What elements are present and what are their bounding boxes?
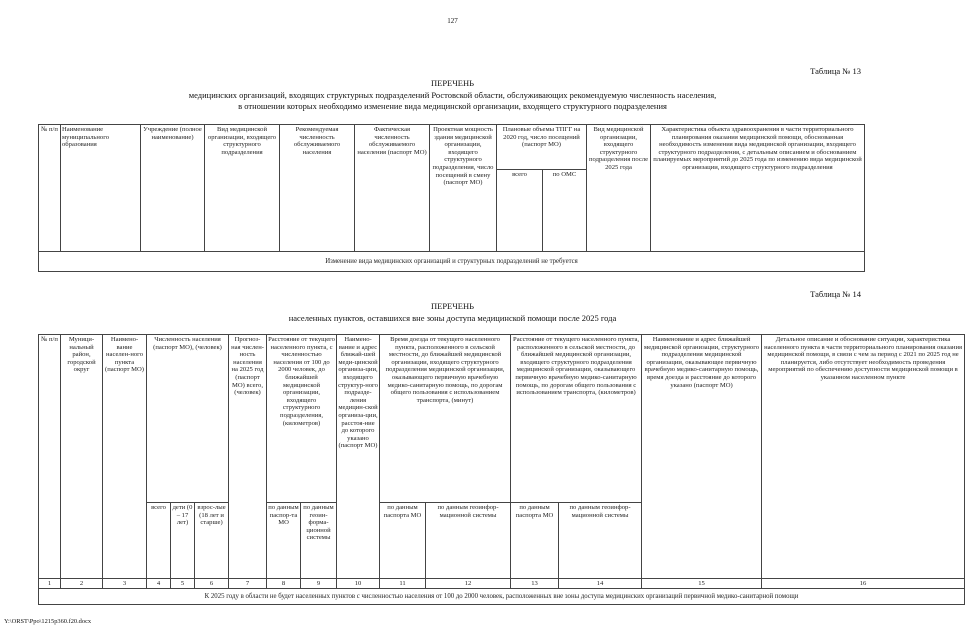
t13-header-actual: Фактическая численность обслуживаемого населения (паспорт МО) xyxy=(355,125,430,252)
t14-header-district: Муници-нальный район, городской округ xyxy=(61,335,103,579)
column-number: 4 xyxy=(147,579,171,589)
t14-header-forecast: Прогноз-ная числен-ность населения на 2025 год (паспорт МО) всего, (человек) xyxy=(229,335,267,579)
footer-file-path: Y:\ORST\Ppo\1215p360.f20.docx xyxy=(4,618,92,625)
t13-header-planned: Плановые объемы ТПГГ на 2020 год, число посещений (паспорт МО) xyxy=(497,125,587,170)
column-number: 2 xyxy=(61,579,103,589)
table13 xyxy=(38,124,865,272)
t13-header-kind: Вид медицинской организации, входящего структурного подразделения xyxy=(205,125,280,252)
column-number: 12 xyxy=(426,579,511,589)
t13-header-municipality: Наименование муниципального образования xyxy=(61,125,141,252)
t14-header-pop-total: всего xyxy=(147,503,171,579)
t14-header-pop-adults: взрос-лые (18 лет и старше) xyxy=(195,503,229,579)
t14-header-population: Численность населения (паспорт МО), (человек) xyxy=(147,335,229,503)
t13-header-recommended: Рекомендуемая численность обслуживаемого населения xyxy=(280,125,355,252)
column-number: 15 xyxy=(642,579,762,589)
table14-label: Таблица № 14 xyxy=(810,289,861,299)
table13-title: ПЕРЕЧЕНЬ xyxy=(431,78,474,88)
table14 xyxy=(38,334,965,605)
t13-header-capacity: Проектная мощность здания медицинской организации, входящего структурного подразделения, число посещений в смену (паспорт МО) xyxy=(430,125,497,252)
page-number: 127 xyxy=(447,17,458,25)
t13-header-kind-after: Вид медицинской организации, входящего структурного подразделения после 2025 года xyxy=(587,125,651,252)
t13-header-institution: Учреждение (полное наименование) xyxy=(141,125,205,252)
t13-header-planned-oms: по ОМС xyxy=(543,170,587,252)
t14-header-distance-primary: Расстояние от текущего населенного пункта, расположенного в сельской местности, до ближайшей медицинской организации, входящего структурного подразделения медицинской организации, оказывающего первичную врачебную медико-санитарную помощь, по дорогам общего пользования с использованием транспорта, (километров) xyxy=(511,335,642,503)
t14-header-detailed: Детальное описание и обоснование ситуации, характеристика населенного пункта в части территориального планирования оказания медицинской помощи, в связи с чем за период с 2021 по 2025 год не планируется, либо отсутствует необходимость проведения мероприятий по обеспечению доступности медицинской помощи в указанном населенном пункте xyxy=(762,335,965,579)
t14-header-time-passport: по данным паспорта МО xyxy=(380,503,426,579)
column-number: 9 xyxy=(301,579,337,589)
t13-header-planned-total: всего xyxy=(497,170,543,252)
t14-header-dist-geo: по данным геоин-форма-ционной системы xyxy=(301,503,337,579)
column-number: 11 xyxy=(380,579,426,589)
t14-header-settlement: Наимено-вание населен-ного пункта (паспорт МО) xyxy=(103,335,147,579)
column-number: 8 xyxy=(267,579,301,589)
t13-header-num: № п/п xyxy=(39,125,61,252)
column-number: 6 xyxy=(195,579,229,589)
column-number: 13 xyxy=(511,579,559,589)
table13-subtitle-line2: в отношении которых необходимо изменение вида медицинской организации, входящего структурного подразделения xyxy=(238,101,667,111)
t13-note: Изменение вида медицинских организаций и структурных подразделений не требуется xyxy=(39,252,865,272)
t14-header-time-geo: по данным геоинфор-мационной системы xyxy=(426,503,511,579)
t14-note: К 2025 году в области не будет населенных пунктов с численностью населения от 100 до 2000 человек, расположенных вне зоны доступа медицинских организаций первичной медико-санитарной помощи xyxy=(39,589,965,605)
t14-header-distance-to-division: Расстояние от текущего населенного пункта, с численностью населения от 100 до 2000 человек, до ближайшей медицинской организации, входящего структурного подразделения, (километров) xyxy=(267,335,337,503)
t14-header-dp-passport: по данным паспорта МО xyxy=(511,503,559,579)
t14-header-num: № п/п xyxy=(39,335,61,579)
table13-subtitle-line1: медицинских организаций, входящих структурных подразделений Ростовской области, обслуживающих рекомендуемую численность населения, xyxy=(188,90,717,100)
column-number: 1 xyxy=(39,579,61,589)
t14-header-dp-geo: по данным геоинфор-мационной системы xyxy=(559,503,642,579)
t14-header-name-address: Наимено-вание и адрес ближай-шей меди-цинской организа-ции, входящего структур-ного подразде-ления медицин-ской организа-ции, расстоя-ние до которого указано (паспорт МО) xyxy=(337,335,380,579)
column-number: 10 xyxy=(337,579,380,589)
column-number: 14 xyxy=(559,579,642,589)
column-number: 5 xyxy=(171,579,195,589)
column-number: 16 xyxy=(762,579,965,589)
t13-header-description: Характеристика объекта здравоохранения в части территориального планирования оказания медицинской помощи, обоснованная необходимость изменения вида медицинской организации, входящего структурного подразделения, с детальным описанием и обоснованием планируемых мероприятий до 2025 года по изменению вида медицинской организации, входящего структурного подразделения xyxy=(651,125,865,252)
column-number: 3 xyxy=(103,579,147,589)
table13-label: Таблица № 13 xyxy=(810,66,861,76)
table14-subtitle: населенных пунктов, оставшихся вне зоны доступа медицинской помощи после 2025 года xyxy=(288,313,617,323)
table14-title: ПЕРЕЧЕНЬ xyxy=(431,301,474,311)
t14-header-travel-time: Время доезда от текущего населенного пункта, расположенного в сельской местности, до ближайшей медицинской организации, входящего структурного подразделения медицинской организации, оказывающего первичную врачебную медико-санитарную помощь, по дорогам общего пользования с использованием транспорта, (минут) xyxy=(380,335,511,503)
column-number: 7 xyxy=(229,579,267,589)
t14-header-nearest-org: Наименование и адрес ближайшей медицинской организации, структурного подразделения медицинской организации, оказывающее первичную врачебную медико-санитарную помощь, время доезда и расстояние до которого указано (паспорт МО) xyxy=(642,335,762,579)
t14-header-pop-children: дети (0 – 17 лет) xyxy=(171,503,195,579)
t14-header-dist-passport: по данным паспор-та МО xyxy=(267,503,301,579)
